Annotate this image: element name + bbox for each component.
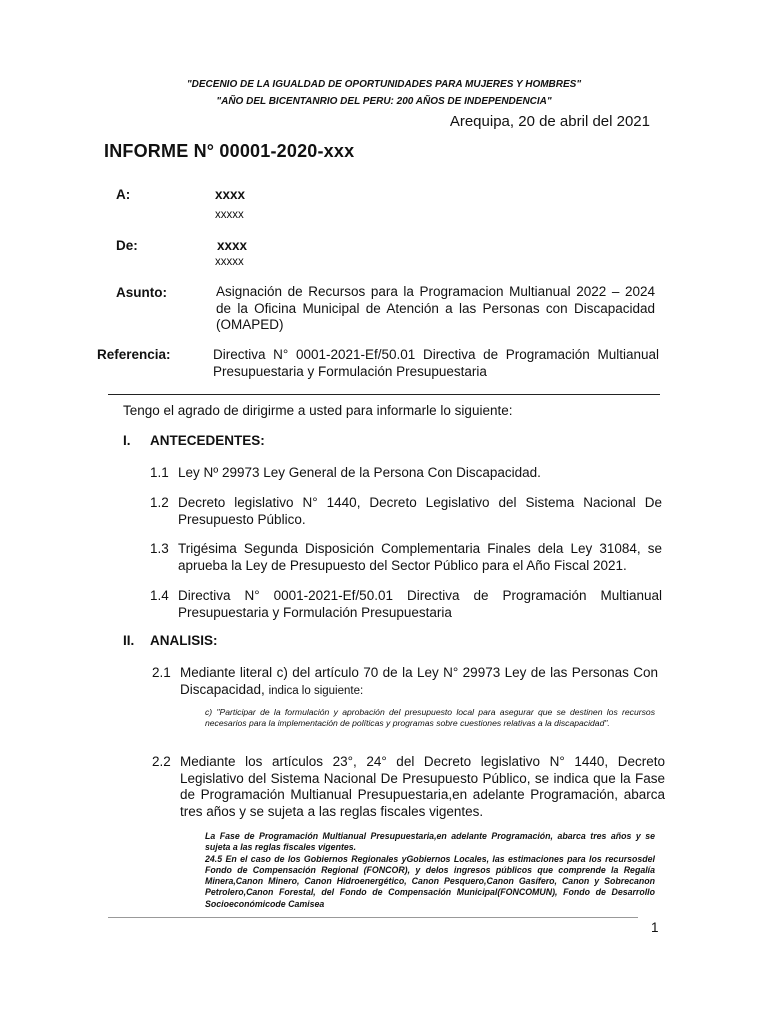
item-number: 2.2 (152, 754, 171, 769)
motto-decade: "DECENIO DE LA IGUALDAD DE OPORTUNIDADES PARA MUJERES Y HOMBRES" (186, 79, 582, 90)
analysis-item-text: Mediante literal c) del artículo 70 de la Ley N° 29973 Ley de las Personas Con Discapacidad, (180, 665, 658, 697)
to-role: xxxxx (215, 209, 244, 221)
quoted-decree-paragraph: 24.5 En el caso de los Gobiernos Regionales yGobiernos Locales, las estimaciones para los recursosdel Fondo de Compensación Regional (FONCOR), y delos ingresos públicos que comprende la Regalía Minera,Canon Minero, Canon Hidroenergético, Canon Pesquero,Canon Gasífero, Canon y Sobrecanon Petrolero,Canon Forestal, del Fondo de Compensación Municipal(FONCOMUN), Fondo de Desarrollo Socioeconómicode Camisea (205, 853, 655, 909)
item-number: 1.3 (150, 541, 169, 556)
motto-year: "AÑO DEL BICENTANRIO DEL PERU: 200 AÑOS DE INDEPENDENCIA" (216, 96, 552, 107)
subject-text: Asignación de Recursos para la Programacion Multianual 2022 – 2024 de la Oficina Municipal de Atención a las Personas con Discapacidad (OMAPED) (216, 284, 655, 332)
section2-number: II. (123, 633, 135, 648)
to-label: A: (116, 187, 131, 202)
from-name: xxxx (217, 238, 248, 253)
item-number: 2.1 (152, 665, 171, 680)
to-name: xxxx (215, 187, 246, 202)
antecedent-item: Trigésima Segunda Disposición Complementaria Finales dela Ley 31084, se aprueba la Ley de Presupuesto del Sector Público para el Año Fiscal 2021. (178, 541, 662, 573)
quoted-law-excerpt: c) "Participar de la formulación y aprobación del presupuesto local para asegurar que se destinen los recursos necesarios para la implementación de políticas y programas sobre cuestiones relativas a la discapacidad". (205, 707, 655, 728)
document-date: Arequipa, 20 de abril del 2021 (449, 113, 650, 130)
quoted-decree-paragraph: La Fase de Programación Multianual Presupuestaria,en adelante Programación, abarca tres años y se sujeta a las reglas fiscales vigentes. (205, 831, 655, 853)
item-number: 1.2 (150, 495, 169, 510)
analysis-item (180, 665, 658, 699)
section2-title: ANALISIS: (150, 633, 218, 648)
footer-divider (108, 917, 638, 918)
from-role: xxxxx (215, 256, 244, 268)
header-divider (108, 394, 660, 395)
intro-paragraph: Tengo el agrado de dirigirme a usted para informarle lo siguiente: (123, 403, 513, 418)
analysis-item-tail: indica lo siguiente: (268, 684, 364, 697)
page-number: 1 (651, 920, 659, 935)
from-label: De: (116, 238, 138, 253)
analysis-item: Mediante los artículos 23°, 24° del Decreto legislativo N° 1440, Decreto Legislativo del Sistema Nacional De Presupuesto Público, se indica que la Fase de Programación Multianual Presupuestaria,en adelante Programación, abarca tres años y se sujeta a las reglas fiscales vigentes. (180, 754, 665, 819)
section1-number: I. (123, 433, 131, 448)
item-number: 1.4 (150, 588, 169, 603)
antecedent-item: Ley Nº 29973 Ley General de la Persona Con Discapacidad. (178, 465, 541, 480)
item-number: 1.1 (150, 465, 169, 480)
antecedent-item: Decreto legislativo N° 1440, Decreto Legislativo del Sistema Nacional De Presupuesto Público. (178, 495, 662, 527)
reference-text: Directiva N° 0001-2021-Ef/50.01 Directiva de Programación Multianual Presupuestaria y Formulación Presupuestaria (213, 347, 659, 379)
subject-label: Asunto: (116, 285, 167, 300)
quoted-decree-excerpt (205, 831, 655, 910)
report-title: INFORME N° 00001-2020-xxx (104, 141, 355, 161)
antecedent-item: Directiva N° 0001-2021-Ef/50.01 Directiva de Programación Multianual Presupuestaria y Formulación Presupuestaria (178, 588, 662, 620)
reference-label: Referencia: (97, 347, 171, 362)
section1-title: ANTECEDENTES: (150, 433, 265, 448)
